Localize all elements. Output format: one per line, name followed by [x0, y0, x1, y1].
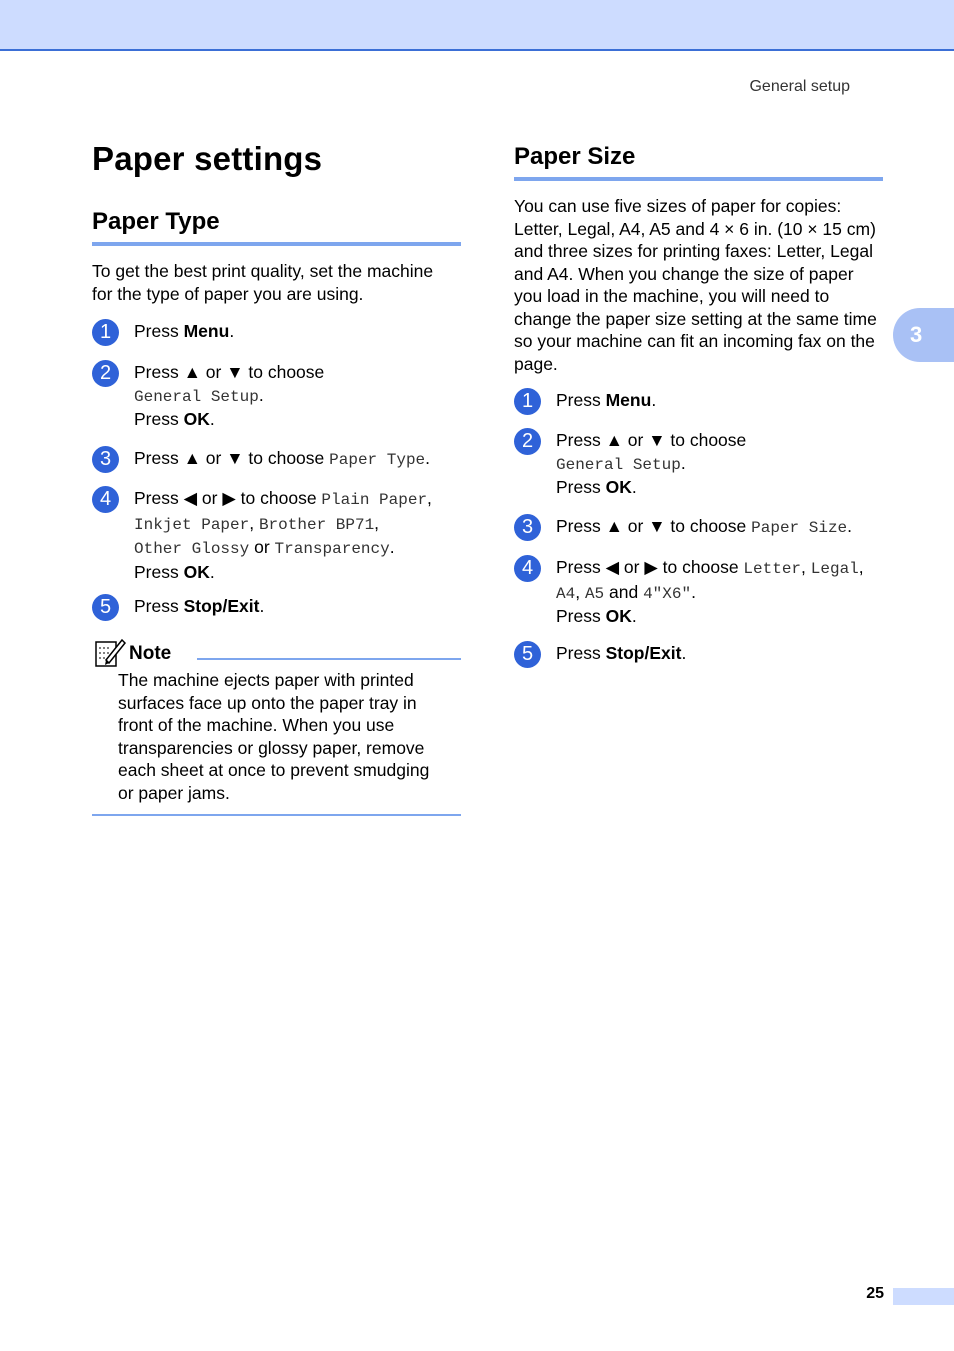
step-text: [556, 642, 686, 665]
step-number-badge: 5: [514, 641, 541, 668]
intro-line: and A4. When you change the size of paper: [514, 263, 854, 284]
footer-band: [893, 1288, 954, 1305]
intro-line: You can use five sizes of paper for copies:: [514, 196, 842, 216]
step-number-badge: 5: [92, 594, 119, 621]
step-text: [134, 487, 432, 583]
note-divider-bottom: [92, 814, 461, 816]
step-text-segment: A4: [556, 584, 576, 603]
step-text-segment: .: [229, 321, 235, 341]
running-header: General setup: [749, 78, 850, 95]
step-text-segment: ,: [374, 512, 380, 533]
intro-line: and three sizes for printing faxes: Letter, Legal: [514, 241, 873, 261]
step-text: [556, 515, 852, 540]
step-number-badge: 2: [514, 428, 541, 455]
intro-line: page.: [514, 353, 558, 374]
step-text-segment: Press: [556, 477, 606, 497]
note-line: each sheet at once to prevent smudging: [118, 760, 430, 780]
step-text-segment: OK: [605, 606, 632, 626]
note-divider: [197, 658, 461, 660]
step-text-segment: Press ◀ or ▶ to choose: [556, 557, 744, 577]
step-text-segment: .: [847, 516, 853, 536]
step-text-segment: .: [631, 477, 637, 497]
step-text-segment: Press: [556, 606, 606, 626]
step-text-segment: Plain Paper: [321, 491, 428, 509]
step-text-segment: Paper Size: [751, 519, 848, 537]
step-text-segment: Press: [134, 321, 184, 341]
step-text-segment: ,: [858, 557, 864, 577]
step-text-segment: .: [425, 448, 431, 468]
step-text-segment: General Setup: [134, 387, 259, 406]
step-text: [134, 320, 234, 343]
paper-size-heading: Paper Size: [514, 143, 883, 181]
note-pencil-icon: [94, 636, 126, 668]
note-body: [118, 669, 458, 804]
step-text: [134, 361, 324, 431]
intro-line: so your machine can fit an incoming fax on the: [514, 331, 875, 351]
top-header-band: [0, 0, 954, 51]
step-text: [134, 447, 430, 472]
step-text-segment: Press: [134, 561, 184, 582]
page-number: 25: [866, 1285, 884, 1302]
step-text-segment: Press ▲ or ▼ to choose: [556, 516, 752, 536]
step-text-segment: Inkjet Paper: [134, 515, 250, 534]
step-text-segment: ,: [801, 557, 811, 577]
paper-type-heading: Paper Type: [92, 208, 461, 246]
step-text-segment: OK: [183, 561, 210, 582]
step-text-segment: .: [680, 452, 686, 473]
step-text-segment: .: [209, 409, 215, 429]
step-number-badge: 1: [514, 388, 541, 415]
paper-type-intro: [92, 260, 464, 305]
step-text-segment: Press: [134, 409, 184, 429]
step-text-segment: Legal: [810, 560, 859, 578]
step-text-segment: Press: [556, 390, 606, 410]
step-text-segment: .: [258, 384, 264, 405]
step-text-segment: General Setup: [556, 455, 681, 474]
step-text-segment: Other Glossy: [134, 540, 250, 558]
step-text-segment: Press ▲ or ▼ to choose: [134, 448, 330, 468]
step-text-segment: or: [249, 537, 275, 557]
intro-line: you load in the machine, you will need to: [514, 286, 830, 306]
intro-line: To get the best print quality, set the machine: [92, 261, 434, 281]
step-text: [556, 389, 656, 412]
step-text-segment: Transparency: [274, 540, 390, 558]
step-text-segment: Press ▲ or ▼ to choose: [556, 430, 747, 450]
step-text-segment: Stop/Exit: [183, 596, 260, 616]
step-text-segment: ,: [427, 488, 432, 508]
step-text-segment: Paper Type: [329, 451, 426, 469]
step-text: [134, 595, 264, 618]
step-number-badge: 4: [92, 486, 119, 513]
step-text-segment: Stop/Exit: [605, 643, 682, 663]
step-text-segment: Press: [134, 596, 184, 616]
step-number-badge: 2: [92, 360, 119, 387]
step-text-segment: Press ▲ or ▼ to choose: [134, 362, 325, 382]
note-line: front of the machine. When you use: [118, 715, 395, 735]
note-title: Note: [129, 643, 172, 664]
step-text-segment: A5: [584, 584, 605, 603]
step-number-badge: 4: [514, 555, 541, 582]
step-text-segment: .: [209, 561, 215, 582]
note-line: or paper jams.: [118, 782, 230, 803]
note-line: transparencies or glossy paper, remove: [118, 737, 425, 758]
note-line: The machine ejects paper with printed: [118, 670, 414, 690]
intro-line: change the paper size setting at the same time: [514, 308, 877, 329]
step-text-segment: ,: [575, 581, 585, 602]
step-text-segment: Press ◀ or ▶ to choose: [134, 488, 322, 508]
page-title: Paper settings: [92, 140, 323, 177]
step-text-segment: 4"X6": [643, 584, 692, 603]
step-text-segment: .: [651, 390, 657, 410]
step-text-segment: OK: [183, 409, 210, 429]
step-number-badge: 3: [514, 514, 541, 541]
note-line: surfaces face up onto the paper tray in: [118, 692, 417, 713]
step-text-segment: Press: [556, 643, 606, 663]
step-text-segment: Menu: [605, 390, 652, 410]
step-text-segment: ,: [249, 512, 259, 533]
step-text-segment: Menu: [183, 321, 230, 341]
paper-size-intro: [514, 195, 894, 375]
step-number-badge: 1: [92, 319, 119, 346]
step-text-segment: .: [389, 537, 395, 557]
step-text-segment: Brother BP71: [258, 515, 375, 534]
step-text-segment: .: [259, 596, 265, 616]
intro-line: Letter, Legal, A4, A5 and 4 × 6 in. (10 × 15 cm): [514, 218, 876, 239]
step-number-badge: 3: [92, 446, 119, 473]
step-text-segment: OK: [605, 477, 632, 497]
step-text: [556, 429, 746, 499]
step-text: [556, 556, 864, 628]
step-text-segment: and: [604, 581, 644, 602]
intro-line: for the type of paper you are using.: [92, 283, 364, 304]
chapter-tab: 3: [893, 308, 954, 362]
step-text-segment: Letter: [743, 560, 802, 578]
step-text-segment: .: [691, 581, 696, 602]
step-text-segment: .: [631, 606, 637, 626]
step-text-segment: .: [681, 643, 687, 663]
